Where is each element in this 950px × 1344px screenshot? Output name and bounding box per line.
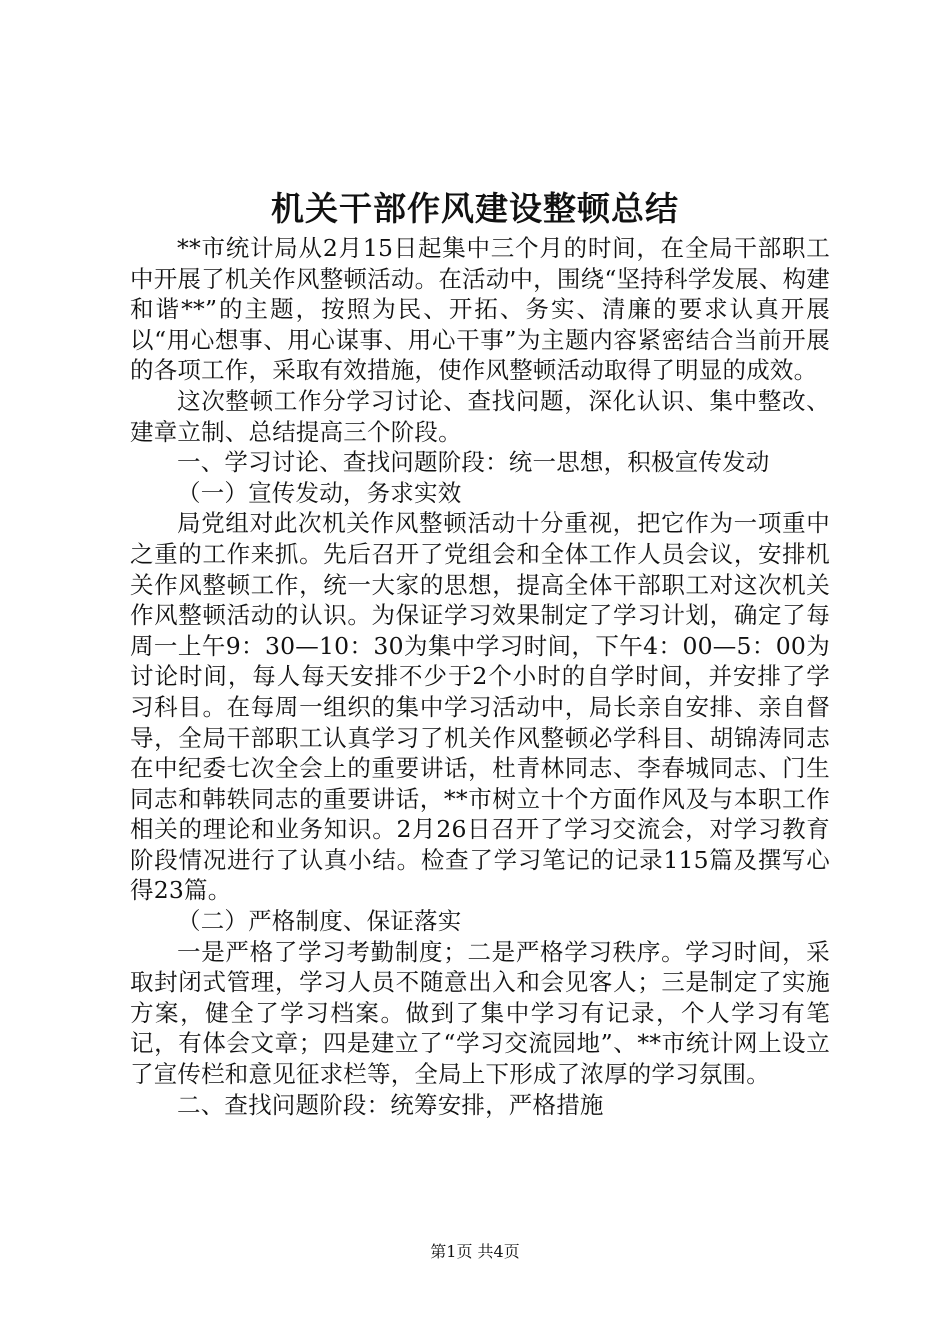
subsection-heading-1: （一）宣传发动，务求实效 bbox=[177, 478, 462, 507]
document-body bbox=[130, 233, 830, 1120]
paragraph-stages: 这次整顿工作分学习讨论、查找问题，深化认识、集中整改、建章立制、总结提高三个阶段。 bbox=[130, 386, 830, 446]
page-number-footer: 第1页 共4页 bbox=[430, 1242, 520, 1261]
section-heading-2: 二、查找问题阶段：统筹安排，严格措施 bbox=[177, 1090, 604, 1119]
document-title: 机关干部作风建设整顿总结 bbox=[271, 189, 679, 228]
subsection-heading-2: （二）严格制度、保证落实 bbox=[177, 907, 462, 936]
paragraph-rules: 一是严格了学习考勤制度；二是严格学习秩序。学习时间，采取封闭式管理，学习人员不随意出入和会见客人；三是制定了实施方案，健全了学习档案。做到了集中学习有记录，个人学习有笔记，有体会文章；四是建立了“学习交流园地”、**市统计网上设立了宣传栏和意见征求栏等，全局上下形成了浓厚的学习氛围。 bbox=[130, 937, 830, 1089]
paragraph-intro: **市统计局从2月15日起集中三个月的时间，在全局干部职工中开展了机关作风整顿活动。在活动中，围绕“坚持科学发展、构建和谐**”的主题，按照为民、开拓、务实、清廉的要求认真开展以“用心想事、用心谋事、用心干事”为主题内容紧密结合当前开展的各项工作，采取有效措施，使作风整顿活动取得了明显的成效。 bbox=[130, 234, 830, 385]
paragraph-publicity: 局党组对此次机关作风整顿活动十分重视，把它作为一项重中之重的工作来抓。先后召开了党组会和全体工作人员会议，安排机关作风整顿工作，统一大家的思想，提高全体干部职工对这次机关作风整顿活动的认识。为保证学习效果制定了学习计划，确定了每周一上午9：30—10：30为集中学习时间，下午4：00—5：00为讨论时间，每人每天安排不少于2个小时的自学时间，并安排了学习科目。在每周一组织的集中学习活动中，局长亲自安排、亲自督导，全局干部职工认真学习了机关作风整顿必学科目、胡锦涛同志在中纪委七次全会上的重要讲话，杜青林同志、李春城同志、门生同志和韩轶同志的重要讲话，**市树立十个方面作风及与本职工作相关的理论和业务知识。2月26日召开了学习交流会，对学习教育阶段情况进行了认真小结。检查了学习笔记的记录115篇及撰写心得23篇。 bbox=[130, 509, 830, 905]
section-heading-1: 一、学习讨论、查找问题阶段：统一思想，积极宣传发动 bbox=[177, 448, 770, 477]
